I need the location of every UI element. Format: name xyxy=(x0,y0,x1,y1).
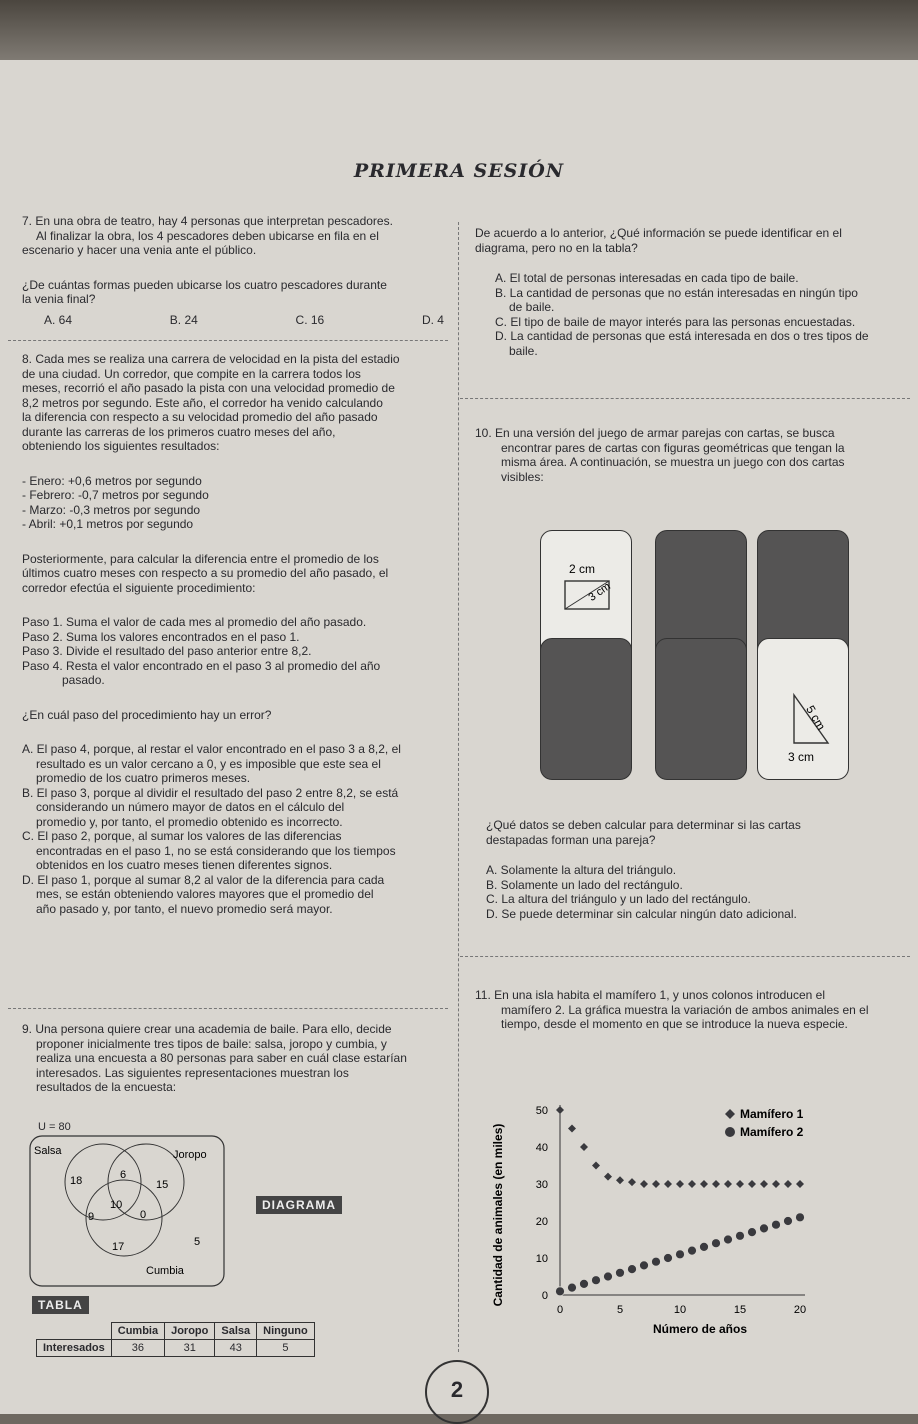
table-corner xyxy=(37,1323,112,1340)
q10-option-b[interactable]: B. Solamente un lado del rectángulo. xyxy=(486,877,683,892)
table-header: Salsa xyxy=(215,1323,257,1340)
x-tick-label: 15 xyxy=(733,1304,747,1316)
series1-point xyxy=(640,1180,648,1188)
question-8 xyxy=(22,352,447,916)
y-tick-label: 30 xyxy=(535,1179,548,1191)
q9-line: 9. Una persona quiere crear una academia de baile. Para ello, decide xyxy=(22,1022,392,1036)
series2-point xyxy=(796,1213,805,1222)
q10-line: encontrar pares de cartas con figuras geométricas que tengan la xyxy=(501,440,845,455)
q7-line: Al finalizar la obra, los 4 pescadores deben ubicarse en fila en el xyxy=(36,228,379,243)
card2-base-label: 3 cm xyxy=(788,750,815,764)
q8-line: 8,2 metros por segundo. Este año, el corredor ha venido calculando xyxy=(22,395,383,410)
triangle-figure xyxy=(758,639,848,779)
venn-value: 18 xyxy=(70,1175,83,1187)
q9-line: resultados de la encuesta: xyxy=(36,1080,177,1094)
q9-line: interesados. Las siguientes representaciones muestran los xyxy=(36,1065,349,1080)
question-10-options xyxy=(486,818,916,921)
y-tick-label: 20 xyxy=(535,1216,548,1228)
q11-line: 11. En una isla habita el mamífero 1, y unos colonos introducen el xyxy=(475,988,825,1002)
q9-line: proponer inicialmente tres tipos de baile: salsa, joropo y cumbia, y xyxy=(36,1036,387,1051)
x-tick-label: 0 xyxy=(556,1304,564,1316)
q8-step: Paso 1. Suma el valor de cada mes al promedio del año pasado. xyxy=(22,615,367,629)
series1-point xyxy=(700,1180,708,1188)
series1-point xyxy=(796,1180,804,1188)
q9-option-line: C. El tipo de baile de mayor interés para las personas encuestadas. xyxy=(495,314,856,329)
q7-option-c[interactable]: C. 16 xyxy=(295,312,325,327)
q8-step: Paso 4. Resta el valor encontrado en el paso 3 al promedio del año xyxy=(22,658,381,673)
series1-point xyxy=(556,1106,564,1114)
table-cell: 31 xyxy=(165,1340,215,1357)
venn-cumbia-label: Cumbia xyxy=(146,1265,184,1277)
q8-month: - Febrero: -0,7 metros por segundo xyxy=(22,488,209,502)
legend-marker-diamond xyxy=(725,1109,735,1119)
q8-option-line: año pasado y, por tanto, el nuevo promedio será mayor. xyxy=(36,901,333,916)
q10-line: 10. En una versión del juego de armar parejas con cartas, se busca xyxy=(475,426,835,440)
q9-right-intro: diagrama, pero no en la tabla? xyxy=(475,240,638,255)
y-tick-label: 10 xyxy=(535,1253,548,1265)
q7-separator xyxy=(8,340,448,341)
series2-point xyxy=(712,1239,721,1248)
q8-option-line: encontradas en el paso 1, no se está considerando que los tiempos xyxy=(36,843,396,858)
q8-month: - Marzo: -0,3 metros por segundo xyxy=(22,502,201,517)
q9-option-line: de baile. xyxy=(509,300,555,314)
table-header-row xyxy=(37,1323,315,1340)
series2-point xyxy=(772,1220,781,1229)
q8-option-line: considerando un número mayor de datos en el cálculo del xyxy=(36,800,345,814)
series1-point xyxy=(616,1176,624,1184)
q7-question: la venia final? xyxy=(22,292,96,306)
q8-step: pasado. xyxy=(62,673,105,687)
q8-option-line: obtenidos en los cuatro meses tienen diferentes signos. xyxy=(36,858,333,872)
series2-point xyxy=(700,1242,709,1251)
page-title: PRIMERA SESIÓN xyxy=(353,160,565,182)
venn-value: 17 xyxy=(112,1241,125,1253)
q8-line: meses, recorrió el año pasado la pista con una velocidad promedio de xyxy=(22,381,395,395)
column-divider xyxy=(458,222,459,1352)
series2-point xyxy=(688,1246,697,1255)
legend-marker-circle xyxy=(725,1127,735,1137)
card-face-down[interactable] xyxy=(655,638,747,780)
table-row-label: Interesados xyxy=(37,1340,112,1357)
venn-value: 10 xyxy=(110,1199,123,1211)
q9-option-line: A. El total de personas interesadas en cada tipo de baile. xyxy=(495,271,799,285)
q8-line: 8. Cada mes se realiza una carrera de velocidad en la pista del estadio xyxy=(22,352,400,366)
q8-option-line: promedio de los cuatro primeros meses. xyxy=(36,771,251,785)
y-tick-label: 0 xyxy=(541,1290,548,1302)
table-header: Ninguno xyxy=(257,1323,315,1340)
series1-point xyxy=(568,1125,576,1133)
q11-line: tiempo, desde el momento en que se introduce la nueva especie. xyxy=(501,1017,848,1031)
q8-line: la diferencia con respecto a su velocidad promedio del año pasado xyxy=(22,410,378,424)
series1-point xyxy=(580,1143,588,1151)
venn-salsa-label: Salsa xyxy=(34,1145,62,1157)
series1-point xyxy=(760,1180,768,1188)
table-header: Cumbia xyxy=(111,1323,164,1340)
x-tick-label: 10 xyxy=(673,1304,687,1316)
q9-option-b[interactable] xyxy=(495,286,905,315)
series2-point xyxy=(748,1228,757,1237)
q8-option-line: B. El paso 3, porque al dividir el resultado del paso 2 entre 8,2, se está xyxy=(22,785,399,800)
table-row xyxy=(37,1340,315,1357)
q8-option-line: D. El paso 1, porque al sumar 8,2 al valor de la diferencia para cada xyxy=(22,872,385,887)
q10-line: misma área. A continuación, se muestra un juego con dos cartas xyxy=(501,455,845,469)
q9-option-line: baile. xyxy=(509,343,538,358)
q8-separator xyxy=(8,1008,448,1009)
table-header: Joropo xyxy=(165,1323,215,1340)
q8-option-b[interactable] xyxy=(22,786,447,830)
question-9-continued xyxy=(475,226,905,358)
q7-line: 7. En una obra de teatro, hay 4 personas que interpretan pescadores. xyxy=(22,214,393,228)
q10-question: ¿Qué datos se deben calcular para determinar si las cartas xyxy=(486,818,801,832)
q8-intro: corredor efectúa el siguiente procedimiento: xyxy=(22,580,256,595)
q10-option-c[interactable]: C. La altura del triángulo y un lado del rectángulo. xyxy=(486,892,751,906)
q8-line: durante las carreras de los primeros cuatro meses del año, xyxy=(22,424,336,439)
series1-point xyxy=(712,1180,720,1188)
population-chart xyxy=(480,1090,910,1350)
series1-point xyxy=(676,1180,684,1188)
series2-point xyxy=(580,1279,589,1288)
q11-line: mamífero 2. La gráfica muestra la variación de ambos animales en el xyxy=(501,1002,869,1017)
q9-option-line: B. La cantidad de personas que no están interesadas en ningún tipo xyxy=(495,285,858,300)
series1-point xyxy=(628,1178,636,1186)
q8-step: Paso 2. Suma los valores encontrados en el paso 1. xyxy=(22,629,300,644)
table-cell: 36 xyxy=(111,1340,164,1357)
series1-point xyxy=(592,1162,600,1170)
series2-point xyxy=(592,1276,601,1285)
legend-entry: Mamífero 1 xyxy=(740,1107,804,1121)
q8-intro: últimos cuatro meses con respecto a su promedio del año pasado, el xyxy=(22,566,389,580)
q8-option-line: resultado es un valor cercano a 0, y es imposible que este sea el xyxy=(36,756,381,771)
series2-point xyxy=(628,1265,637,1274)
q9-right-intro: De acuerdo a lo anterior, ¿Qué información se puede identificar en el xyxy=(475,226,842,240)
q9-option-d[interactable] xyxy=(495,329,905,358)
series2-point xyxy=(568,1283,577,1292)
q9-separator xyxy=(460,398,910,399)
q10-option-a[interactable]: A. Solamente la altura del triángulo. xyxy=(486,863,677,877)
series2-point xyxy=(760,1224,769,1233)
venn-universe-label: U = 80 xyxy=(38,1121,71,1133)
series1-point xyxy=(772,1180,780,1188)
venn-value: 5 xyxy=(194,1236,201,1248)
series2-point xyxy=(640,1261,649,1270)
venn-value: 9 xyxy=(88,1211,95,1223)
q8-option-line: A. El paso 4, porque, al restar el valor encontrado en el paso 3 a 8,2, el xyxy=(22,742,401,756)
series1-point xyxy=(736,1180,744,1188)
series2-point xyxy=(724,1235,733,1244)
q7-option-d[interactable]: D. 4 xyxy=(421,312,444,327)
q10-line: visibles: xyxy=(501,469,544,484)
venn-joropo-label: Joropo xyxy=(173,1149,207,1161)
q9-option-a[interactable] xyxy=(495,271,905,286)
q9-line: realiza una encuesta a 80 personas para saber en cuál clase estarían xyxy=(36,1051,407,1065)
q8-step: Paso 3. Divide el resultado del paso anterior entre 8,2. xyxy=(22,644,312,658)
q8-option-d[interactable] xyxy=(22,873,447,917)
q8-line: de una ciudad. Un corredor, que compite en la carrera todos los xyxy=(22,366,361,381)
chart-x-axis-label: Número de años xyxy=(652,1322,748,1336)
series2-point xyxy=(736,1231,745,1240)
series2-point xyxy=(604,1272,613,1281)
y-tick-label: 40 xyxy=(535,1142,548,1154)
series1-point xyxy=(652,1180,660,1188)
chart-y-axis-label: Cantidad de animales (en miles) xyxy=(491,1123,505,1307)
card1-diagonal-label: 3 cm xyxy=(586,580,613,604)
q7-line: escenario y hacer una venia ante el público. xyxy=(22,243,257,257)
diagram-stamp: DIAGRAMA xyxy=(256,1196,342,1214)
card1-width-label: 2 cm xyxy=(569,562,596,576)
legend-entry: Mamífero 2 xyxy=(740,1125,804,1139)
table-stamp: TABLA xyxy=(32,1296,89,1314)
series2-point xyxy=(652,1257,661,1266)
card-triangle[interactable] xyxy=(757,638,849,780)
y-tick-label: 50 xyxy=(535,1105,548,1117)
q8-option-line: C. El paso 2, porque, al sumar los valores de las diferencias xyxy=(22,829,342,843)
q8-question: ¿En cuál paso del procedimiento hay un error? xyxy=(22,707,272,722)
q7-option-b[interactable]: B. 24 xyxy=(169,312,198,327)
table-cell: 5 xyxy=(257,1340,315,1357)
series2-point xyxy=(664,1254,673,1263)
card-face-down[interactable] xyxy=(540,638,632,780)
series1-point xyxy=(604,1173,612,1181)
venn-value: 15 xyxy=(156,1179,169,1191)
series1-point xyxy=(724,1180,732,1188)
series2-point xyxy=(676,1250,685,1259)
question-10 xyxy=(475,426,905,484)
q8-option-line: promedio y, por tanto, el promedio obtenido es incorrecto. xyxy=(36,814,343,829)
q8-option-a[interactable] xyxy=(22,742,447,786)
series2-point xyxy=(616,1268,625,1277)
series2-point xyxy=(784,1217,793,1226)
x-tick-label: 20 xyxy=(793,1304,807,1316)
x-tick-label: 5 xyxy=(616,1304,624,1316)
venn-diagram xyxy=(28,1120,228,1290)
question-9 xyxy=(22,1022,447,1095)
q10-separator xyxy=(460,956,910,957)
series2-point xyxy=(556,1287,565,1296)
survey-table xyxy=(36,1322,315,1357)
series1-point xyxy=(688,1180,696,1188)
chart-legend xyxy=(725,1107,804,1139)
table-cell: 43 xyxy=(215,1340,257,1357)
series1-point xyxy=(748,1180,756,1188)
q7-question: ¿De cuántas formas pueden ubicarse los cuatro pescadores durante xyxy=(22,277,387,292)
q8-option-c[interactable] xyxy=(22,829,447,873)
q8-option-line: mes, se están obteniendo valores mayores que el promedio del xyxy=(36,887,374,901)
q9-option-c[interactable] xyxy=(495,315,905,330)
series1-point xyxy=(664,1180,672,1188)
q8-intro: Posteriormente, para calcular la diferencia entre el promedio de los xyxy=(22,551,379,566)
q8-month: - Enero: +0,6 metros por segundo xyxy=(22,473,202,488)
q7-option-a[interactable]: A. 64 xyxy=(44,312,73,327)
series1-point xyxy=(784,1180,792,1188)
q10-question: destapadas forman una pareja? xyxy=(486,832,656,847)
q8-line: obteniendo los siguientes resultados: xyxy=(22,439,220,453)
venn-value: 6 xyxy=(120,1169,127,1181)
question-7 xyxy=(22,214,447,327)
venn-value: 0 xyxy=(140,1209,147,1221)
card2-side-label: 5 cm xyxy=(803,703,829,733)
page-number: 2 xyxy=(425,1360,489,1424)
q10-option-d[interactable]: D. Se puede determinar sin calcular ningún dato adicional. xyxy=(486,906,797,921)
question-11 xyxy=(475,988,910,1032)
q8-month: - Abril: +0,1 metros por segundo xyxy=(22,517,194,531)
q9-option-line: D. La cantidad de personas que está interesada en dos o tres tipos de xyxy=(495,329,869,343)
